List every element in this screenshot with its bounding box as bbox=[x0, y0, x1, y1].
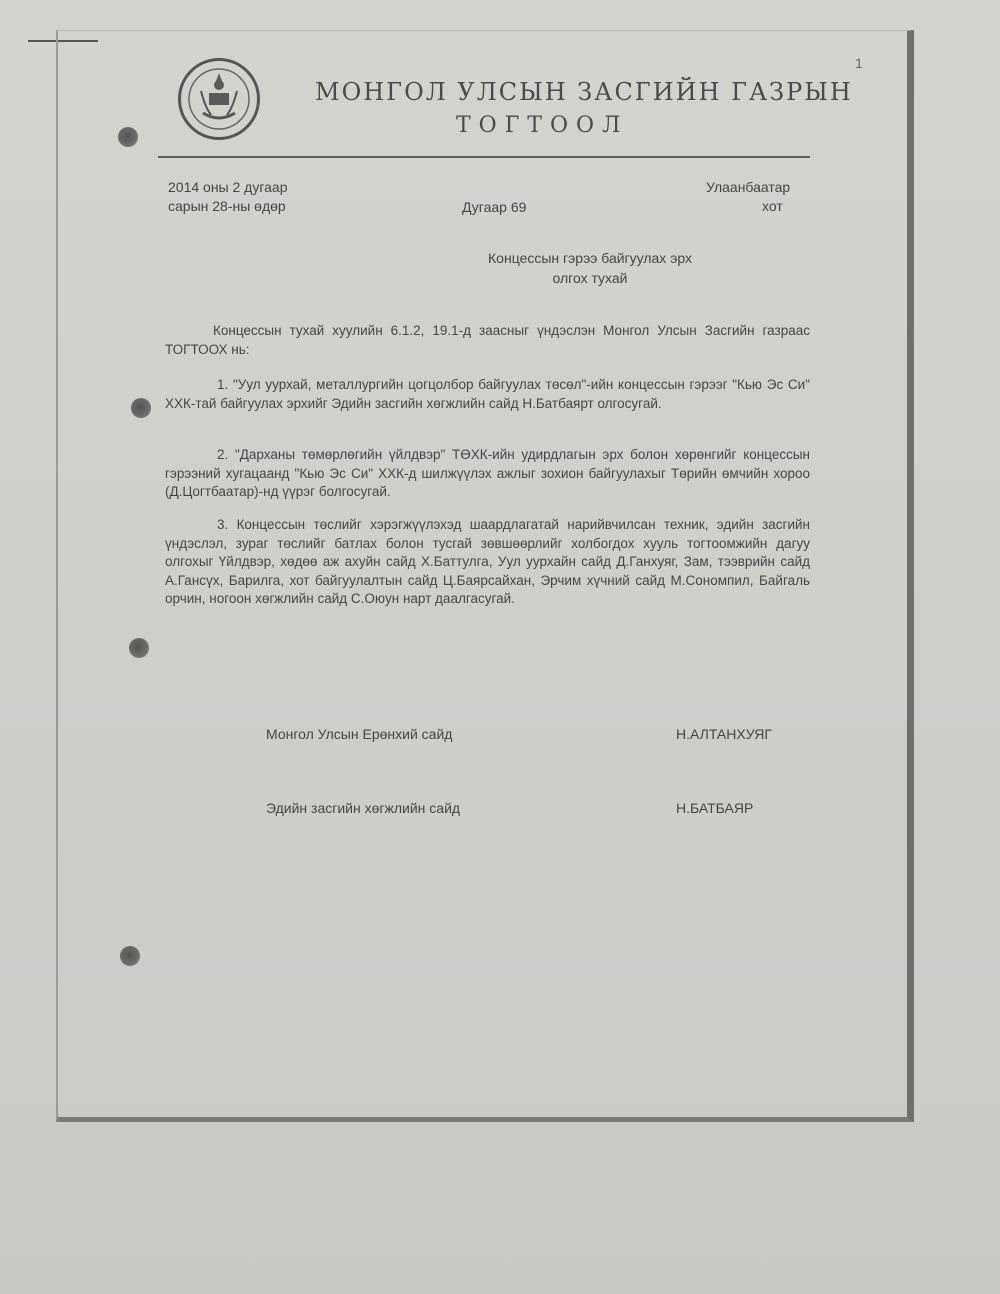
punch-hole bbox=[120, 946, 140, 966]
state-emblem-icon bbox=[178, 58, 260, 140]
signature-title-2: Эдийн засгийн хөгжлийн сайд bbox=[266, 800, 461, 816]
title-line2: олгох тухай bbox=[552, 270, 628, 286]
document-number: Дугаар 69 bbox=[462, 199, 527, 215]
signature-title-1: Монгол Улсын Ерөнхий сайд bbox=[266, 726, 453, 742]
item-1: 1. "Уул уурхай, металлургийн цогцолбор байгуулах төсөл"-ийн концессын гэрээг "Кью Эс Си" ХХК-тай байгуулах эрхийг Эдийн засгийн хөгжлийн сайд Н.Батбаярт олгосугай. bbox=[165, 377, 810, 411]
place-line2: хот bbox=[762, 198, 783, 214]
signature-name-2: Н.БАТБАЯР bbox=[676, 800, 754, 816]
punch-hole bbox=[129, 638, 149, 658]
intro-paragraph: Концессын тухай хуулийн 6.1.2, 19.1-д заасныг үндэслэн Монгол Улсын Засгийн газраас ТОГТООХ нь: bbox=[165, 323, 810, 357]
header-title: МОНГОЛ УЛСЫН ЗАСГИЙН ГАЗРЫН bbox=[315, 78, 853, 106]
document-title bbox=[440, 248, 740, 288]
signature-name-1: Н.АЛТАНХУЯГ bbox=[676, 726, 772, 742]
punch-hole bbox=[118, 127, 138, 147]
page-mark: 1 bbox=[855, 55, 863, 71]
date-line2: сарын 28-ны өдөр bbox=[168, 198, 286, 214]
title-line1: Концессын гэрээ байгуулах эрх bbox=[488, 250, 692, 266]
place-line1: Улаанбаатар bbox=[706, 179, 791, 195]
punch-hole bbox=[131, 398, 151, 418]
item-2: 2. "Дарханы төмөрлөгийн үйлдвэр" ТӨХК-ийн удирдлагын эрх болон хөрөнгийг концессын гэрээний хугацаанд "Кью Эс Си" ХХК-д шилжүүлэх ажлыг зохион байгуулахыг Төрийн өмчийн хороо (Д.Цогтбаатар)-нд үүрэг болгосугай. bbox=[165, 447, 810, 499]
header-subtitle: ТОГТООЛ bbox=[456, 113, 629, 138]
header-rule bbox=[158, 156, 810, 158]
item-3: 3. Концессын төслийг хэрэгжүүлэхэд шаардлагатай нарийвчилсан техник, эдийн засгийн үндэслэл, зураг төслийг батлах болон тусгай зөвшөөрлийг холбогдох хууль тогтоомжийн дагуу олгохыг Үйлдвэр, хөдөө аж ахуйн сайд Х.Баттулга, Уул уурхайн сайд Д.Ганхуяг, Зам, тээврийн сайд А.Гансүх, Барилга, хот байгуулалтын сайд Ц.Баярсайхан, Эрчим хүчний сайд М.Сономпил, Байгаль орчин, ногоон хөгжлийн сайд С.Оюун нарт даалгасугай. bbox=[165, 517, 810, 606]
date-line1: 2014 оны 2 дугаар bbox=[168, 179, 288, 195]
